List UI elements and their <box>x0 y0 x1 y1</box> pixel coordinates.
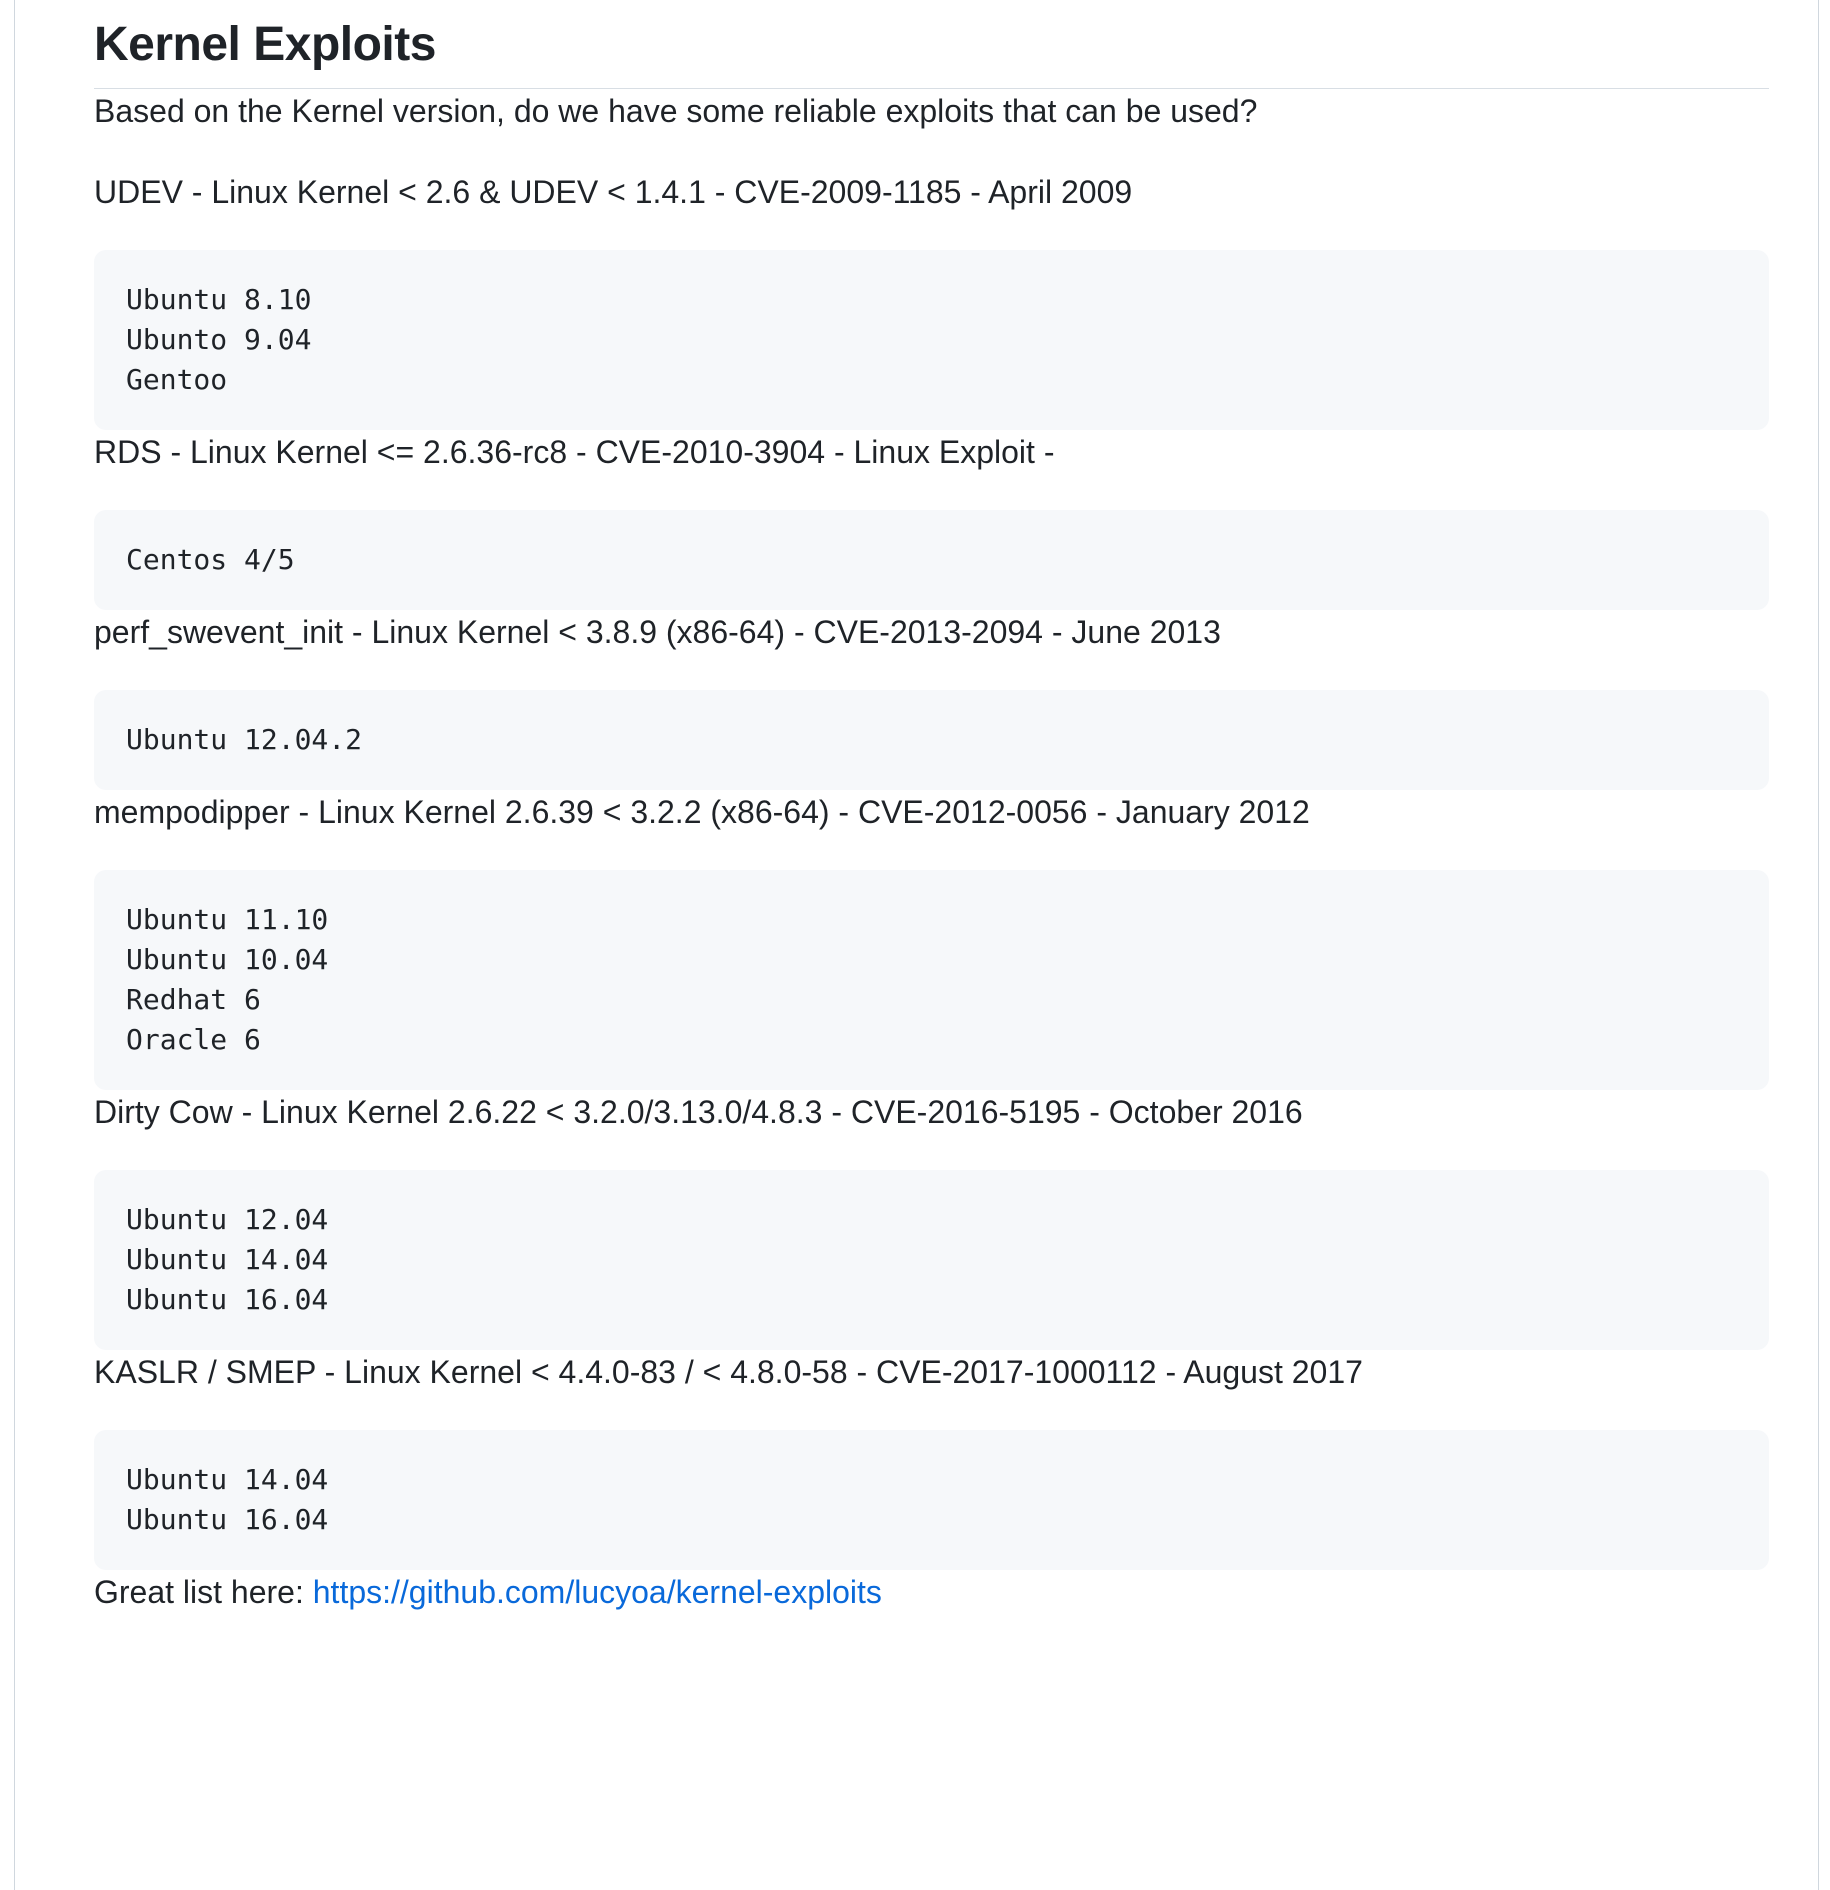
exploit-title-rds: RDS - Linux Kernel <= 2.6.36-rc8 - CVE-2010-3904 - Linux Exploit - <box>94 434 1055 470</box>
exploit-title-mempodipper: mempodipper - Linux Kernel 2.6.39 < 3.2.2 (x86-64) - CVE-2012-0056 - January 2012 <box>94 794 1310 830</box>
code-block-rds[interactable]: Centos 4/5 <box>94 510 1769 610</box>
code-block-kaslr-smep[interactable]: Ubuntu 14.04 Ubuntu 16.04 <box>94 1430 1769 1570</box>
section-heading: Kernel Exploits <box>94 0 1769 89</box>
markdown-body <box>94 0 1769 1614</box>
intro-text: Based on the Kernel version, do we have some reliable exploits that can be used? <box>94 93 1258 129</box>
footer-prefix: Great list here: <box>94 1574 313 1610</box>
document-frame <box>14 0 1819 1890</box>
exploit-title-kaslr-smep: KASLR / SMEP - Linux Kernel < 4.4.0-83 / < 4.8.0-58 - CVE-2017-1000112 - August 2017 <box>94 1354 1363 1390</box>
code-block-perf-swevent[interactable]: Ubuntu 12.04.2 <box>94 690 1769 790</box>
exploit-title-perf-swevent: perf_swevent_init - Linux Kernel < 3.8.9 (x86-64) - CVE-2013-2094 - June 2013 <box>94 614 1221 650</box>
code-block-dirty-cow[interactable]: Ubuntu 12.04 Ubuntu 14.04 Ubuntu 16.04 <box>94 1170 1769 1350</box>
kernel-exploits-link[interactable]: https://github.com/lucyoa/kernel-exploits <box>312 1574 882 1610</box>
code-block-mempodipper[interactable]: Ubuntu 11.10 Ubuntu 10.04 Redhat 6 Oracle 6 <box>94 870 1769 1090</box>
exploit-title-udev: UDEV - Linux Kernel < 2.6 & UDEV < 1.4.1 - CVE-2009-1185 - April 2009 <box>94 174 1133 210</box>
footer-text <box>94 1570 1769 1614</box>
exploit-title-dirty-cow: Dirty Cow - Linux Kernel 2.6.22 < 3.2.0/3.13.0/4.8.3 - CVE-2016-5195 - October 2016 <box>94 1094 1303 1130</box>
code-block-udev[interactable]: Ubuntu 8.10 Ubunto 9.04 Gentoo <box>94 250 1769 430</box>
